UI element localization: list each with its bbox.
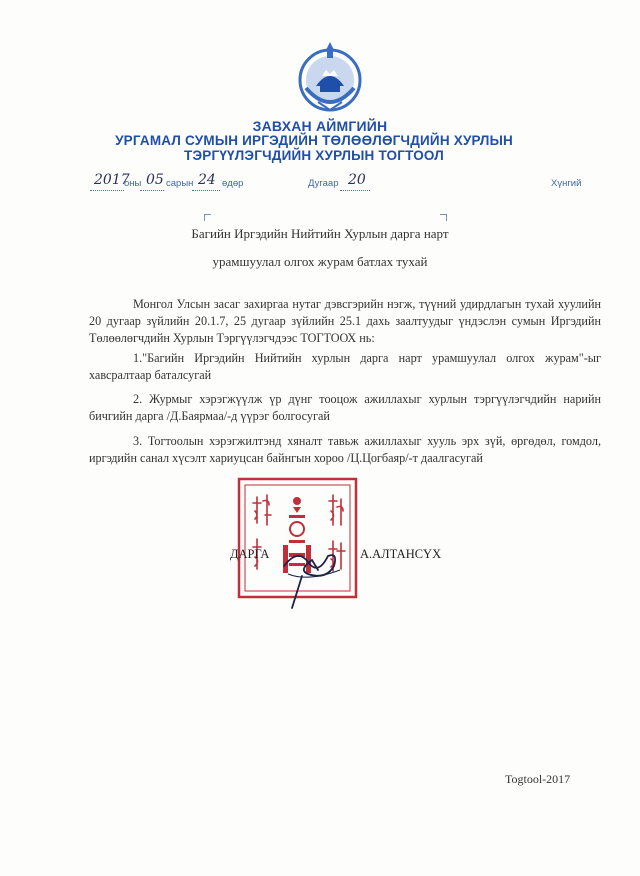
document-title-line2: урамшуулал олгох журам батлах тухай — [212, 254, 428, 269]
header-resolution-title: ТЭРГҮҮЛЭГЧДИЙН ХУРЛЫН ТОГТООЛ — [184, 148, 444, 163]
resolution-item-1: 1."Багийн Иргэдийн Нийтийн хурлын дарга нарт урамшуулал олгох журам"-ыг хавсралтаар баталсугай — [89, 351, 601, 382]
number-label: Дугаар — [308, 178, 339, 189]
signatory-name: А.АЛТАНСҮХ — [360, 547, 442, 561]
year-label: оны — [124, 178, 142, 189]
year-underline — [90, 190, 124, 191]
month-underline — [140, 190, 164, 191]
state-emblem-icon — [296, 36, 364, 116]
handwritten-number: 20 — [348, 172, 366, 188]
document-title-line1: Багийн Иргэдийн Нийтийн Хурлын дарга нарт — [191, 226, 449, 241]
handwritten-day: 24 — [198, 172, 216, 188]
handwritten-month: 05 — [146, 172, 164, 188]
preamble-paragraph: Монгол Улсын засаг захиргаа нутаг дэвсгэрийн нэгж, түүний удирдлагын тухай хуулийн 20 дугаар зүйлийн 20.1.7, 25 дугаар зүйлийн 25.1 дахь заалтуудыг үндэслэн сумын Иргэдийн Төлөөлөгчдийн Хурлын Тэргүүлэгчдээс ТОГТООХ нь: — [89, 297, 601, 345]
handwritten-signature — [278, 526, 348, 610]
day-label: өдөр — [222, 178, 244, 189]
day-underline — [192, 190, 220, 191]
header-council: УРГАМАЛ СУМЫН ИРГЭДИЙН ТӨЛӨӨЛӨГЧДИЙН ХУРЛЫН — [115, 133, 513, 148]
handwritten-year: 2017 — [94, 172, 130, 188]
title-bracket-right — [440, 214, 447, 221]
header-province: ЗАВХАН АЙМГИЙН — [252, 118, 388, 134]
resolution-item-3: 3. Тогтоолын хэрэгжилтэнд хяналт тавьж ажиллахыг хууль эрх зүй, өргөдөл, гомдол, иргэдийн санал хүсэлт хариуцсан байнгын хороо /Ц.Цогбаяр/-т даалгасугай — [89, 434, 601, 465]
number-underline — [340, 190, 370, 191]
month-label: сарын — [166, 178, 194, 189]
signatory-role: ДАРГА — [230, 547, 270, 561]
title-bracket-left — [204, 214, 211, 221]
place-label: Хүнгий — [551, 178, 582, 189]
document-code: Togtool-2017 — [505, 772, 571, 786]
resolution-item-2: 2. Журмыг хэрэгжүүлж үр дүнг тооцож ажиллахыг хурлын тэргүүлэгчдийн нарийн бичгийн дарга /Д.Баярмаа/-д үүрэг болгосугай — [89, 392, 601, 423]
